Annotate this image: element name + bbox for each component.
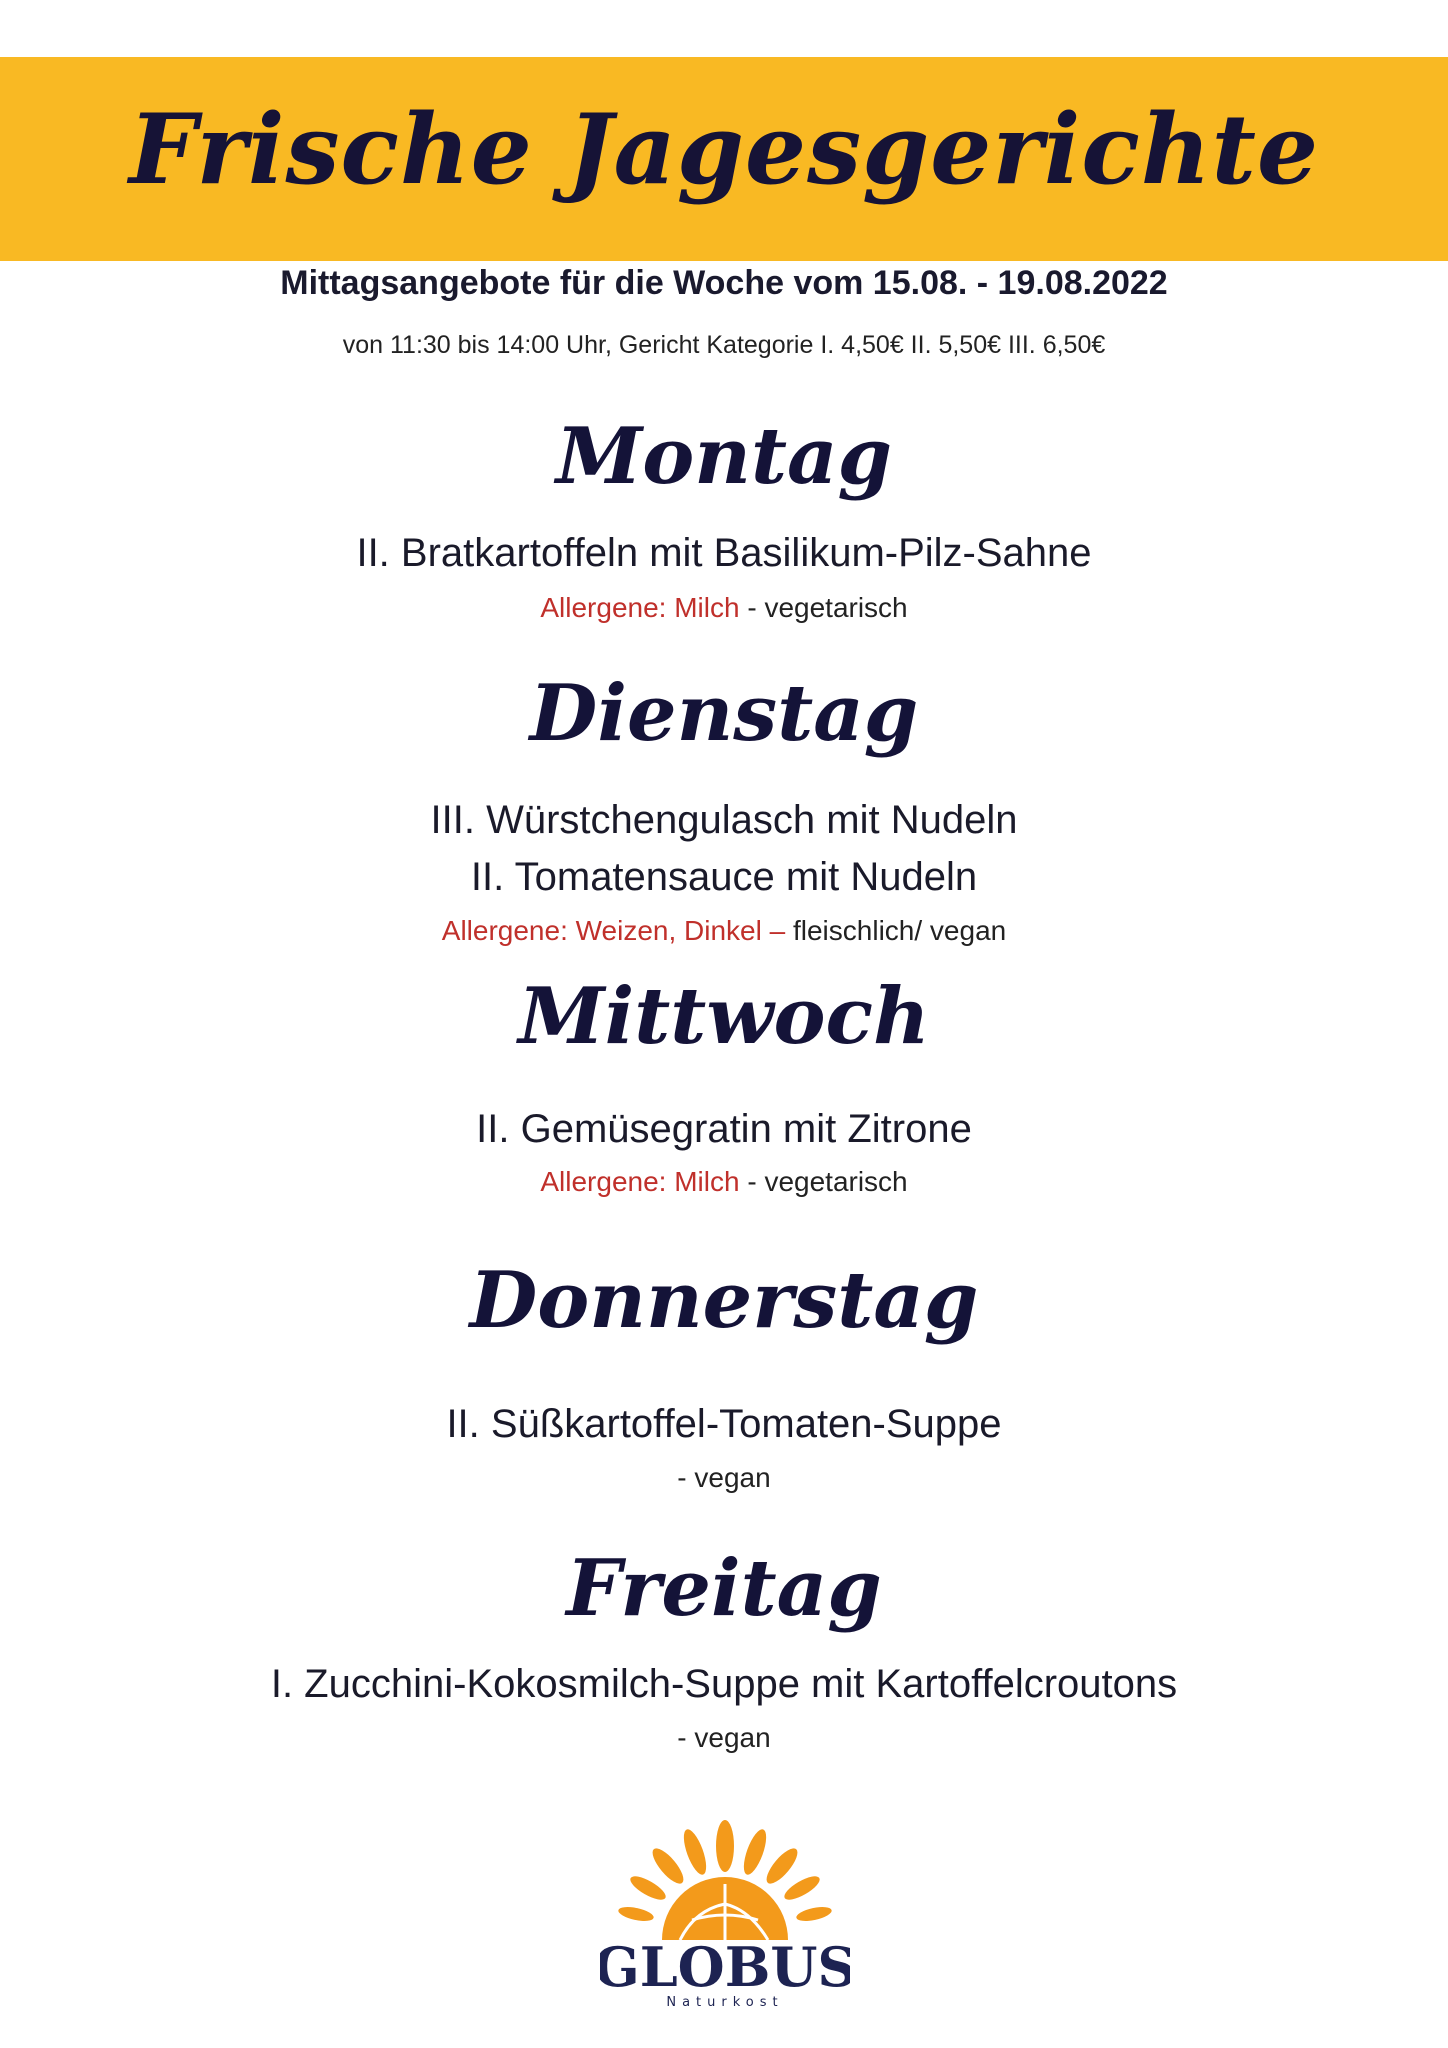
day-heading-mittwoch: Mittwoch xyxy=(518,971,930,1062)
dish-donnerstag-1: II. Süßkartoffel-Tomaten-Suppe xyxy=(446,1402,1002,1446)
day-heading-dienstag: Dienstag xyxy=(529,668,919,759)
dish-dienstag-1: III. Würstchengulasch mit Nudeln xyxy=(430,798,1018,842)
note-dienstag xyxy=(0,917,1448,945)
dish-mittwoch-1: II. Gemüsegratin mit Zitrone xyxy=(476,1107,972,1151)
day-heading-donnerstag: Donnerstag xyxy=(469,1255,979,1346)
week-subtitle: Mittagsangebote für die Woche vom 15.08. - 19.08.2022 xyxy=(280,264,1168,302)
diet-mittwoch: - vegetarisch xyxy=(739,1166,908,1197)
note-donnerstag xyxy=(0,1464,1448,1492)
logo-tagline: Naturkost xyxy=(666,1995,784,2010)
allergen-montag: Allergene: Milch xyxy=(540,592,740,623)
logo-name: GLOBUS xyxy=(600,1935,850,1999)
allergen-dienstag: Allergene: Weizen, Dinkel – xyxy=(441,915,786,946)
sun-icon xyxy=(600,1818,850,2010)
diet-dienstag: fleischlich/ vegan xyxy=(785,915,1007,946)
dish-montag-1: II. Bratkartoffeln mit Basilikum-Pilz-Sahne xyxy=(356,531,1092,575)
hours-and-prices: von 11:30 bis 14:00 Uhr, Gericht Kategorie I. 4,50€ II. 5,50€ III. 6,50€ xyxy=(342,331,1106,359)
note-montag xyxy=(0,594,1448,622)
diet-montag: - vegetarisch xyxy=(739,592,908,623)
day-heading-freitag: Freitag xyxy=(566,1543,882,1634)
note-mittwoch xyxy=(0,1168,1448,1196)
page-title: Frische Jagesgerichte xyxy=(128,93,1320,206)
diet-freitag: - vegan xyxy=(677,1722,771,1753)
globus-logo xyxy=(600,1818,850,2010)
note-freitag xyxy=(0,1724,1448,1752)
diet-donnerstag: - vegan xyxy=(677,1462,771,1493)
allergen-mittwoch: Allergene: Milch xyxy=(540,1166,740,1197)
dish-freitag-1: I. Zucchini-Kokosmilch-Suppe mit Kartoffelcroutons xyxy=(270,1662,1178,1706)
day-heading-montag: Montag xyxy=(555,411,893,502)
dish-dienstag-2: II. Tomatensauce mit Nudeln xyxy=(470,855,978,899)
